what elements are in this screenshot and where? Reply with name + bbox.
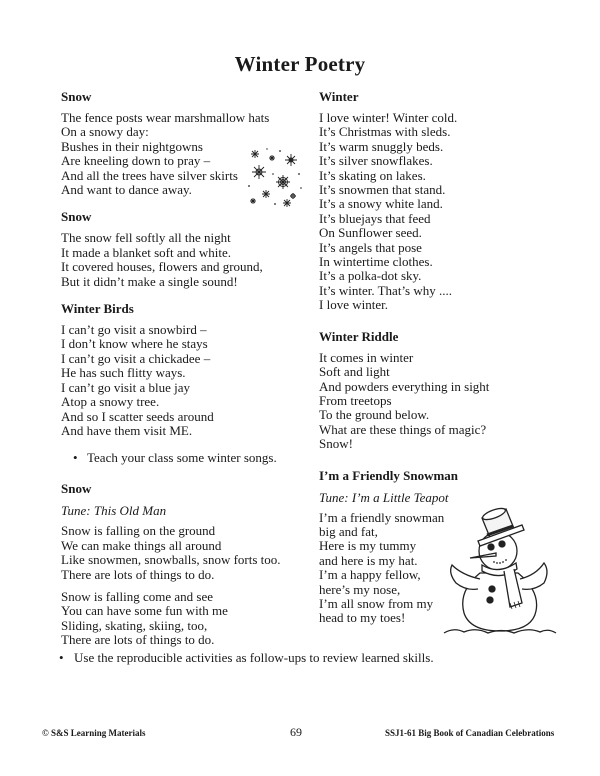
poem-line: It covered houses, flowers and ground, xyxy=(61,259,263,275)
song-line: Snow is falling come and see xyxy=(61,588,213,604)
song-line: You can have some fun with me xyxy=(61,603,228,619)
poem-line: But it didn’t make a single sound! xyxy=(61,273,238,289)
song-line: I’m a happy fellow, xyxy=(319,567,421,583)
poem-title: Snow xyxy=(61,89,92,104)
poem-lines xyxy=(319,351,559,452)
song-line: Snow is falling on the ground xyxy=(61,523,216,539)
teaching-note-text: Teach your class some winter songs. xyxy=(87,450,277,466)
poem-snow-2 xyxy=(61,209,301,289)
poem-line: And so I scatter seeds around xyxy=(61,408,214,424)
page-title: Winter Poetry xyxy=(234,52,366,76)
poem-line: It’s silver snowflakes. xyxy=(319,153,433,169)
footer-copyright: © S&S Learning Materials xyxy=(42,728,146,738)
poem-lines xyxy=(61,231,301,289)
poem-lines xyxy=(319,111,559,313)
song-title: Snow xyxy=(61,481,92,497)
poem-line: On Sunflower seed. xyxy=(319,225,422,241)
song-stanza xyxy=(61,590,301,648)
poem-line: It’s angels that pose xyxy=(319,239,422,255)
poem-line: It’s snowmen that stand. xyxy=(319,182,446,198)
poem-line: I love winter. xyxy=(319,297,388,313)
poem-winter-riddle xyxy=(319,329,559,452)
bottom-note xyxy=(59,650,434,666)
poem-winter xyxy=(319,89,559,313)
poem-line: It made a blanket soft and white. xyxy=(61,244,232,260)
poem-line: It’s winter. That’s why .... xyxy=(319,282,453,298)
song-line: There are lots of things to do. xyxy=(61,632,215,648)
bullet-icon: • xyxy=(59,650,64,665)
poem-line: I can’t go visit a blue jay xyxy=(61,379,191,395)
poem-title: Winter xyxy=(319,89,359,104)
poem-line: I can’t go visit a chickadee – xyxy=(61,350,211,366)
poem-line: Soft and light xyxy=(319,364,390,380)
poem-line: It’s warm snuggly beds. xyxy=(319,138,444,154)
poem-line: And have them visit ME. xyxy=(61,422,193,438)
poem-winter-birds xyxy=(61,301,301,438)
poem-line: It’s bluejays that feed xyxy=(319,210,431,226)
song-line: Like snowmen, snowballs, snow forts too. xyxy=(61,552,281,568)
poem-line: It’s a snowy white land. xyxy=(319,196,443,212)
poem-line: It’s a polka-dot sky. xyxy=(319,268,422,284)
poem-line: The fence posts wear marshmallow hats xyxy=(61,110,270,125)
poem-line: On a snowy day: xyxy=(61,124,149,140)
song-tune: Tune: I’m a Little Teapot xyxy=(319,489,449,505)
teaching-note xyxy=(61,450,301,465)
snowman-icon xyxy=(440,503,560,638)
poem-line: And powders everything in sight xyxy=(319,378,490,394)
poem-line: I love winter! Winter cold. xyxy=(319,110,458,125)
song-line: Sliding, skating, skiing, too, xyxy=(61,617,208,633)
poem-line: It’s Christmas with sleds. xyxy=(319,124,451,140)
poem-line: Snow! xyxy=(319,436,353,452)
poem-line: He has such flitty ways. xyxy=(61,365,186,381)
song-line: Here is my tummy xyxy=(319,538,417,554)
poem-line: Are kneeling down to pray – xyxy=(61,153,211,169)
poem-line: What are these things of magic? xyxy=(319,421,487,437)
poem-line: To the ground below. xyxy=(319,407,430,423)
song-line: head to my toes! xyxy=(319,610,406,626)
snowflakes-icon xyxy=(245,146,305,208)
poem-line: It comes in winter xyxy=(319,349,414,365)
poem-title: Winter Birds xyxy=(61,301,134,317)
poem-title: Snow xyxy=(61,209,92,225)
page-number: 69 xyxy=(290,725,302,739)
song-line: here’s my nose, xyxy=(319,581,401,597)
poem-line: And all the trees have silver skirts xyxy=(61,167,238,183)
poem-line: I don’t know where he stays xyxy=(61,336,208,352)
poem-line: It’s skating on lakes. xyxy=(319,167,426,183)
poem-line: The snow fell softly all the night xyxy=(61,230,231,246)
song-line: big and fat, xyxy=(319,523,378,539)
poem-line: From treetops xyxy=(319,392,392,408)
poem-line: In wintertime clothes. xyxy=(319,254,433,270)
song-line: We can make things all around xyxy=(61,537,222,553)
poem-line: I can’t go visit a snowbird – xyxy=(61,322,207,338)
footer-book-title: SSJ1-61 Big Book of Canadian Celebrations xyxy=(385,728,555,738)
poem-lines xyxy=(61,323,301,438)
song-title: I’m a Friendly Snowman xyxy=(319,467,459,483)
song-stanza xyxy=(61,524,301,582)
song-line: I’m a friendly snowman xyxy=(319,509,445,525)
song-line: There are lots of things to do. xyxy=(61,566,215,582)
song-snow xyxy=(61,481,301,647)
song-line: and here is my hat. xyxy=(319,552,418,568)
poem-line: Atop a snowy tree. xyxy=(61,394,160,410)
bottom-note-text: Use the reproducible activities as follow-ups to review learned skills. xyxy=(74,650,434,665)
song-tune: Tune: This Old Man xyxy=(61,503,167,519)
poem-title: Winter Riddle xyxy=(319,328,399,344)
song-line: I’m all snow from my xyxy=(319,595,434,611)
bullet-icon: • xyxy=(73,450,78,466)
poem-line: And want to dance away. xyxy=(61,182,192,198)
poem-line: Bushes in their nightgowns xyxy=(61,138,203,154)
